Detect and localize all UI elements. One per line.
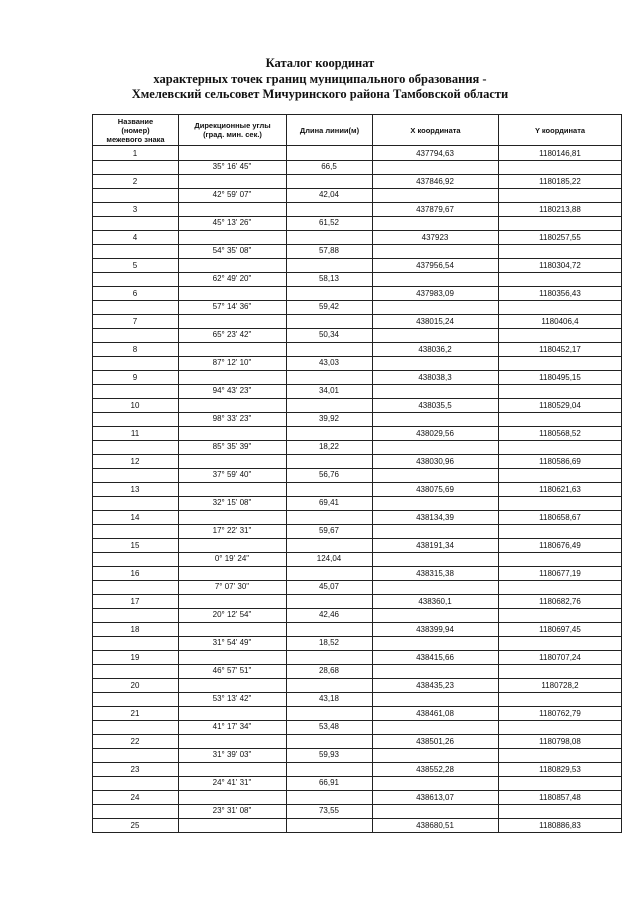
line-length-cell: 59,67 [318, 526, 340, 535]
table-row-divider [92, 440, 622, 441]
y-coordinate-cell: 1180304,72 [539, 261, 581, 270]
table-column-divider [92, 146, 93, 832]
point-name-cell: 1 [132, 149, 138, 158]
table-row-divider [92, 188, 622, 189]
y-coordinate-cell: 1180621,63 [539, 485, 581, 494]
point-name-cell: 21 [130, 709, 140, 718]
line-length-cell: 124,04 [316, 554, 342, 563]
point-name-cell: 2 [132, 177, 138, 186]
point-name-cell: 24 [130, 793, 140, 802]
table-row-divider [92, 398, 622, 399]
table-row-divider [92, 622, 622, 623]
table-row-divider [92, 762, 622, 763]
direction-angle-cell: 98° 33' 23" [212, 414, 252, 423]
direction-angle-cell: 0° 19' 24" [214, 554, 250, 563]
point-name-cell: 11 [130, 429, 140, 438]
x-coordinate-cell: 438030,96 [416, 457, 454, 466]
direction-angle-cell: 45° 13' 26" [212, 218, 252, 227]
direction-angle-cell: 37° 59' 40" [212, 470, 252, 479]
y-coordinate-cell: 1180586,69 [539, 457, 581, 466]
table-row-divider [92, 748, 622, 749]
table-row-divider [92, 678, 622, 679]
line-length-cell: 28,68 [318, 666, 340, 675]
direction-angle-cell: 46° 57' 51" [212, 666, 252, 675]
y-coordinate-cell: 1180697,45 [539, 625, 581, 634]
table-row-divider [92, 426, 622, 427]
line-length-cell: 45,07 [318, 582, 340, 591]
direction-angle-cell: 32° 15' 08" [212, 498, 252, 507]
line-length-cell: 66,5 [321, 162, 337, 171]
direction-angle-cell: 17° 22' 31" [212, 526, 252, 535]
x-coordinate-cell: 438415,66 [416, 653, 454, 662]
table-row-divider [92, 370, 622, 371]
document-title [0, 56, 640, 103]
x-coordinate-cell: 437846,92 [416, 177, 454, 186]
x-coordinate-cell: 437983,09 [416, 289, 454, 298]
x-coordinate-cell: 438435,23 [416, 681, 454, 690]
y-coordinate-cell: 1180677,19 [539, 569, 581, 578]
x-coordinate-cell: 438029,56 [416, 429, 454, 438]
table-row-divider [92, 244, 622, 245]
table-row-divider [92, 342, 622, 343]
line-length-cell: 66,91 [318, 778, 340, 787]
y-coordinate-cell: 1180406,4 [541, 317, 579, 326]
point-name-cell: 12 [130, 457, 140, 466]
x-coordinate-cell: 438075,69 [416, 485, 454, 494]
line-length-cell: 18,22 [318, 442, 340, 451]
table-row-divider [92, 734, 622, 735]
table-row-divider [92, 636, 622, 637]
point-name-cell: 20 [130, 681, 140, 690]
table-row-divider [92, 202, 622, 203]
table-row-divider [92, 314, 622, 315]
direction-angle-cell: 42° 59' 07" [212, 190, 252, 199]
direction-angle-cell: 41° 17' 34" [212, 722, 252, 731]
direction-angle-cell: 94° 43' 23" [212, 386, 252, 395]
x-coordinate-cell: 438134,39 [416, 513, 454, 522]
y-coordinate-cell: 1180886,83 [539, 821, 581, 830]
line-length-cell: 56,76 [318, 470, 340, 479]
table-row-divider [92, 804, 622, 805]
point-name-cell: 17 [130, 597, 140, 606]
point-name-cell: 10 [130, 401, 140, 410]
table-row-divider [92, 160, 622, 161]
table-row-divider [92, 524, 622, 525]
title-line-3: Хмелевский сельсовет Мичуринского района Тамбовской области [131, 87, 509, 101]
header-x-coordinate: X координата [372, 114, 498, 146]
table-row-divider [92, 258, 622, 259]
table-row-divider [92, 286, 622, 287]
table-row-divider [92, 566, 622, 567]
point-name-cell: 7 [132, 317, 138, 326]
table-row-divider [92, 482, 622, 483]
table-column-divider [372, 146, 373, 832]
x-coordinate-cell: 437923 [421, 233, 449, 242]
x-coordinate-cell: 438036,2 [418, 345, 452, 354]
point-name-cell: 16 [130, 569, 140, 578]
header-direction-angle: Дирекционные углы (град. мин. сек.) [178, 114, 286, 146]
x-coordinate-cell: 437879,67 [416, 205, 454, 214]
table-row-divider [92, 790, 622, 791]
y-coordinate-cell: 1180829,53 [539, 765, 581, 774]
x-coordinate-cell: 438501,26 [416, 737, 454, 746]
table-column-divider [498, 146, 499, 832]
line-length-cell: 43,03 [318, 358, 340, 367]
line-length-cell: 34,01 [318, 386, 340, 395]
point-name-cell: 22 [130, 737, 140, 746]
y-coordinate-cell: 1180495,15 [539, 373, 581, 382]
table-row-divider [92, 608, 622, 609]
direction-angle-cell: 24° 41' 31" [212, 778, 252, 787]
line-length-cell: 43,18 [318, 694, 340, 703]
y-coordinate-cell: 1180857,48 [539, 793, 581, 802]
direction-angle-cell: 54° 35' 08" [212, 246, 252, 255]
table-row-divider [92, 412, 622, 413]
point-name-cell: 8 [132, 345, 138, 354]
table-row-divider [92, 216, 622, 217]
table-column-divider [621, 146, 622, 832]
table-row-divider [92, 664, 622, 665]
line-length-cell: 61,52 [318, 218, 340, 227]
y-coordinate-cell: 1180658,67 [539, 513, 581, 522]
header-point-name: Название (номер) межевого знака [92, 114, 178, 146]
x-coordinate-cell: 438015,24 [416, 317, 454, 326]
table-row-divider [92, 272, 622, 273]
table-row-divider [92, 356, 622, 357]
direction-angle-cell: 7° 07' 30" [214, 582, 250, 591]
table-row-divider [92, 510, 622, 511]
y-coordinate-cell: 1180798,08 [539, 737, 581, 746]
y-coordinate-cell: 1180762,79 [539, 709, 581, 718]
direction-angle-cell: 85° 35' 39" [212, 442, 252, 451]
header-y-coordinate: Y координата [498, 114, 622, 146]
point-name-cell: 15 [130, 541, 140, 550]
table-row-divider [92, 384, 622, 385]
direction-angle-cell: 23° 31' 08" [212, 806, 252, 815]
y-coordinate-cell: 1180257,55 [539, 233, 581, 242]
direction-angle-cell: 31° 39' 03" [212, 750, 252, 759]
x-coordinate-cell: 438035,5 [418, 401, 452, 410]
table-row-divider [92, 552, 622, 553]
direction-angle-cell: 31° 54' 49" [212, 638, 252, 647]
x-coordinate-cell: 438315,38 [416, 569, 454, 578]
direction-angle-cell: 62° 49' 20" [212, 274, 252, 283]
table-row-divider [92, 496, 622, 497]
point-name-cell: 5 [132, 261, 138, 270]
table-row-divider [92, 300, 622, 301]
table-row-divider [92, 594, 622, 595]
x-coordinate-cell: 438613,07 [416, 793, 454, 802]
point-name-cell: 14 [130, 513, 140, 522]
x-coordinate-cell: 438360,1 [418, 597, 452, 606]
table-header [92, 114, 622, 146]
header-line-length: Длина линии(м) [286, 114, 372, 146]
line-length-cell: 59,93 [318, 750, 340, 759]
y-coordinate-cell: 1180529,04 [539, 401, 581, 410]
line-length-cell: 42,46 [318, 610, 340, 619]
x-coordinate-cell: 438191,34 [416, 541, 454, 550]
table-column-divider [178, 146, 179, 832]
table-row-divider [92, 650, 622, 651]
point-name-cell: 6 [132, 289, 138, 298]
table-row-divider [92, 818, 622, 819]
y-coordinate-cell: 1180568,52 [539, 429, 581, 438]
y-coordinate-cell: 1180356,43 [539, 289, 581, 298]
x-coordinate-cell: 438399,94 [416, 625, 454, 634]
line-length-cell: 18,52 [318, 638, 340, 647]
line-length-cell: 73,55 [318, 806, 340, 815]
title-line-2: характерных точек границ муниципального образования - [153, 71, 487, 86]
table-row-divider [92, 538, 622, 539]
point-name-cell: 25 [130, 821, 140, 830]
line-length-cell: 39,92 [318, 414, 340, 423]
table-row-divider [92, 776, 622, 777]
direction-angle-cell: 20° 12' 54" [212, 610, 252, 619]
line-length-cell: 69,41 [318, 498, 340, 507]
table-row-divider [92, 230, 622, 231]
table-row-divider [92, 468, 622, 469]
y-coordinate-cell: 1180682,76 [539, 597, 581, 606]
x-coordinate-cell: 438552,28 [416, 765, 454, 774]
table-row-divider [92, 328, 622, 329]
table-row-divider [92, 720, 622, 721]
point-name-cell: 3 [132, 205, 138, 214]
x-coordinate-cell: 438461,08 [416, 709, 454, 718]
line-length-cell: 57,88 [318, 246, 340, 255]
y-coordinate-cell: 1180728,2 [541, 681, 579, 690]
y-coordinate-cell: 1180452,17 [539, 345, 581, 354]
line-length-cell: 42,04 [318, 190, 340, 199]
x-coordinate-cell: 437794,63 [416, 149, 454, 158]
table-row-divider [92, 174, 622, 175]
y-coordinate-cell: 1180213,88 [539, 205, 581, 214]
direction-angle-cell: 87° 12' 10" [212, 358, 252, 367]
y-coordinate-cell: 1180185,22 [539, 177, 581, 186]
direction-angle-cell: 65° 23' 42" [212, 330, 252, 339]
title-line-1: Каталог координат [265, 56, 375, 70]
x-coordinate-cell: 438038,3 [418, 373, 452, 382]
point-name-cell: 13 [130, 485, 140, 494]
direction-angle-cell: 35° 16' 45" [212, 162, 252, 171]
table-row-divider [92, 692, 622, 693]
point-name-cell: 9 [132, 373, 138, 382]
line-length-cell: 59,42 [318, 302, 340, 311]
point-name-cell: 23 [130, 765, 140, 774]
direction-angle-cell: 53° 13' 42" [212, 694, 252, 703]
point-name-cell: 4 [132, 233, 138, 242]
table-row-divider [92, 580, 622, 581]
point-name-cell: 19 [130, 653, 140, 662]
y-coordinate-cell: 1180146,81 [539, 149, 581, 158]
table-row-divider [92, 454, 622, 455]
point-name-cell: 18 [130, 625, 140, 634]
table-column-divider [286, 146, 287, 832]
x-coordinate-cell: 437956,54 [416, 261, 454, 270]
y-coordinate-cell: 1180676,49 [539, 541, 581, 550]
direction-angle-cell: 57° 14' 36" [212, 302, 252, 311]
table-row-divider [92, 832, 622, 833]
y-coordinate-cell: 1180707,24 [539, 653, 581, 662]
x-coordinate-cell: 438680,51 [416, 821, 454, 830]
line-length-cell: 53,48 [318, 722, 340, 731]
table-row-divider [92, 706, 622, 707]
coordinates-table [92, 114, 622, 846]
line-length-cell: 50,34 [318, 330, 340, 339]
line-length-cell: 58,13 [318, 274, 340, 283]
